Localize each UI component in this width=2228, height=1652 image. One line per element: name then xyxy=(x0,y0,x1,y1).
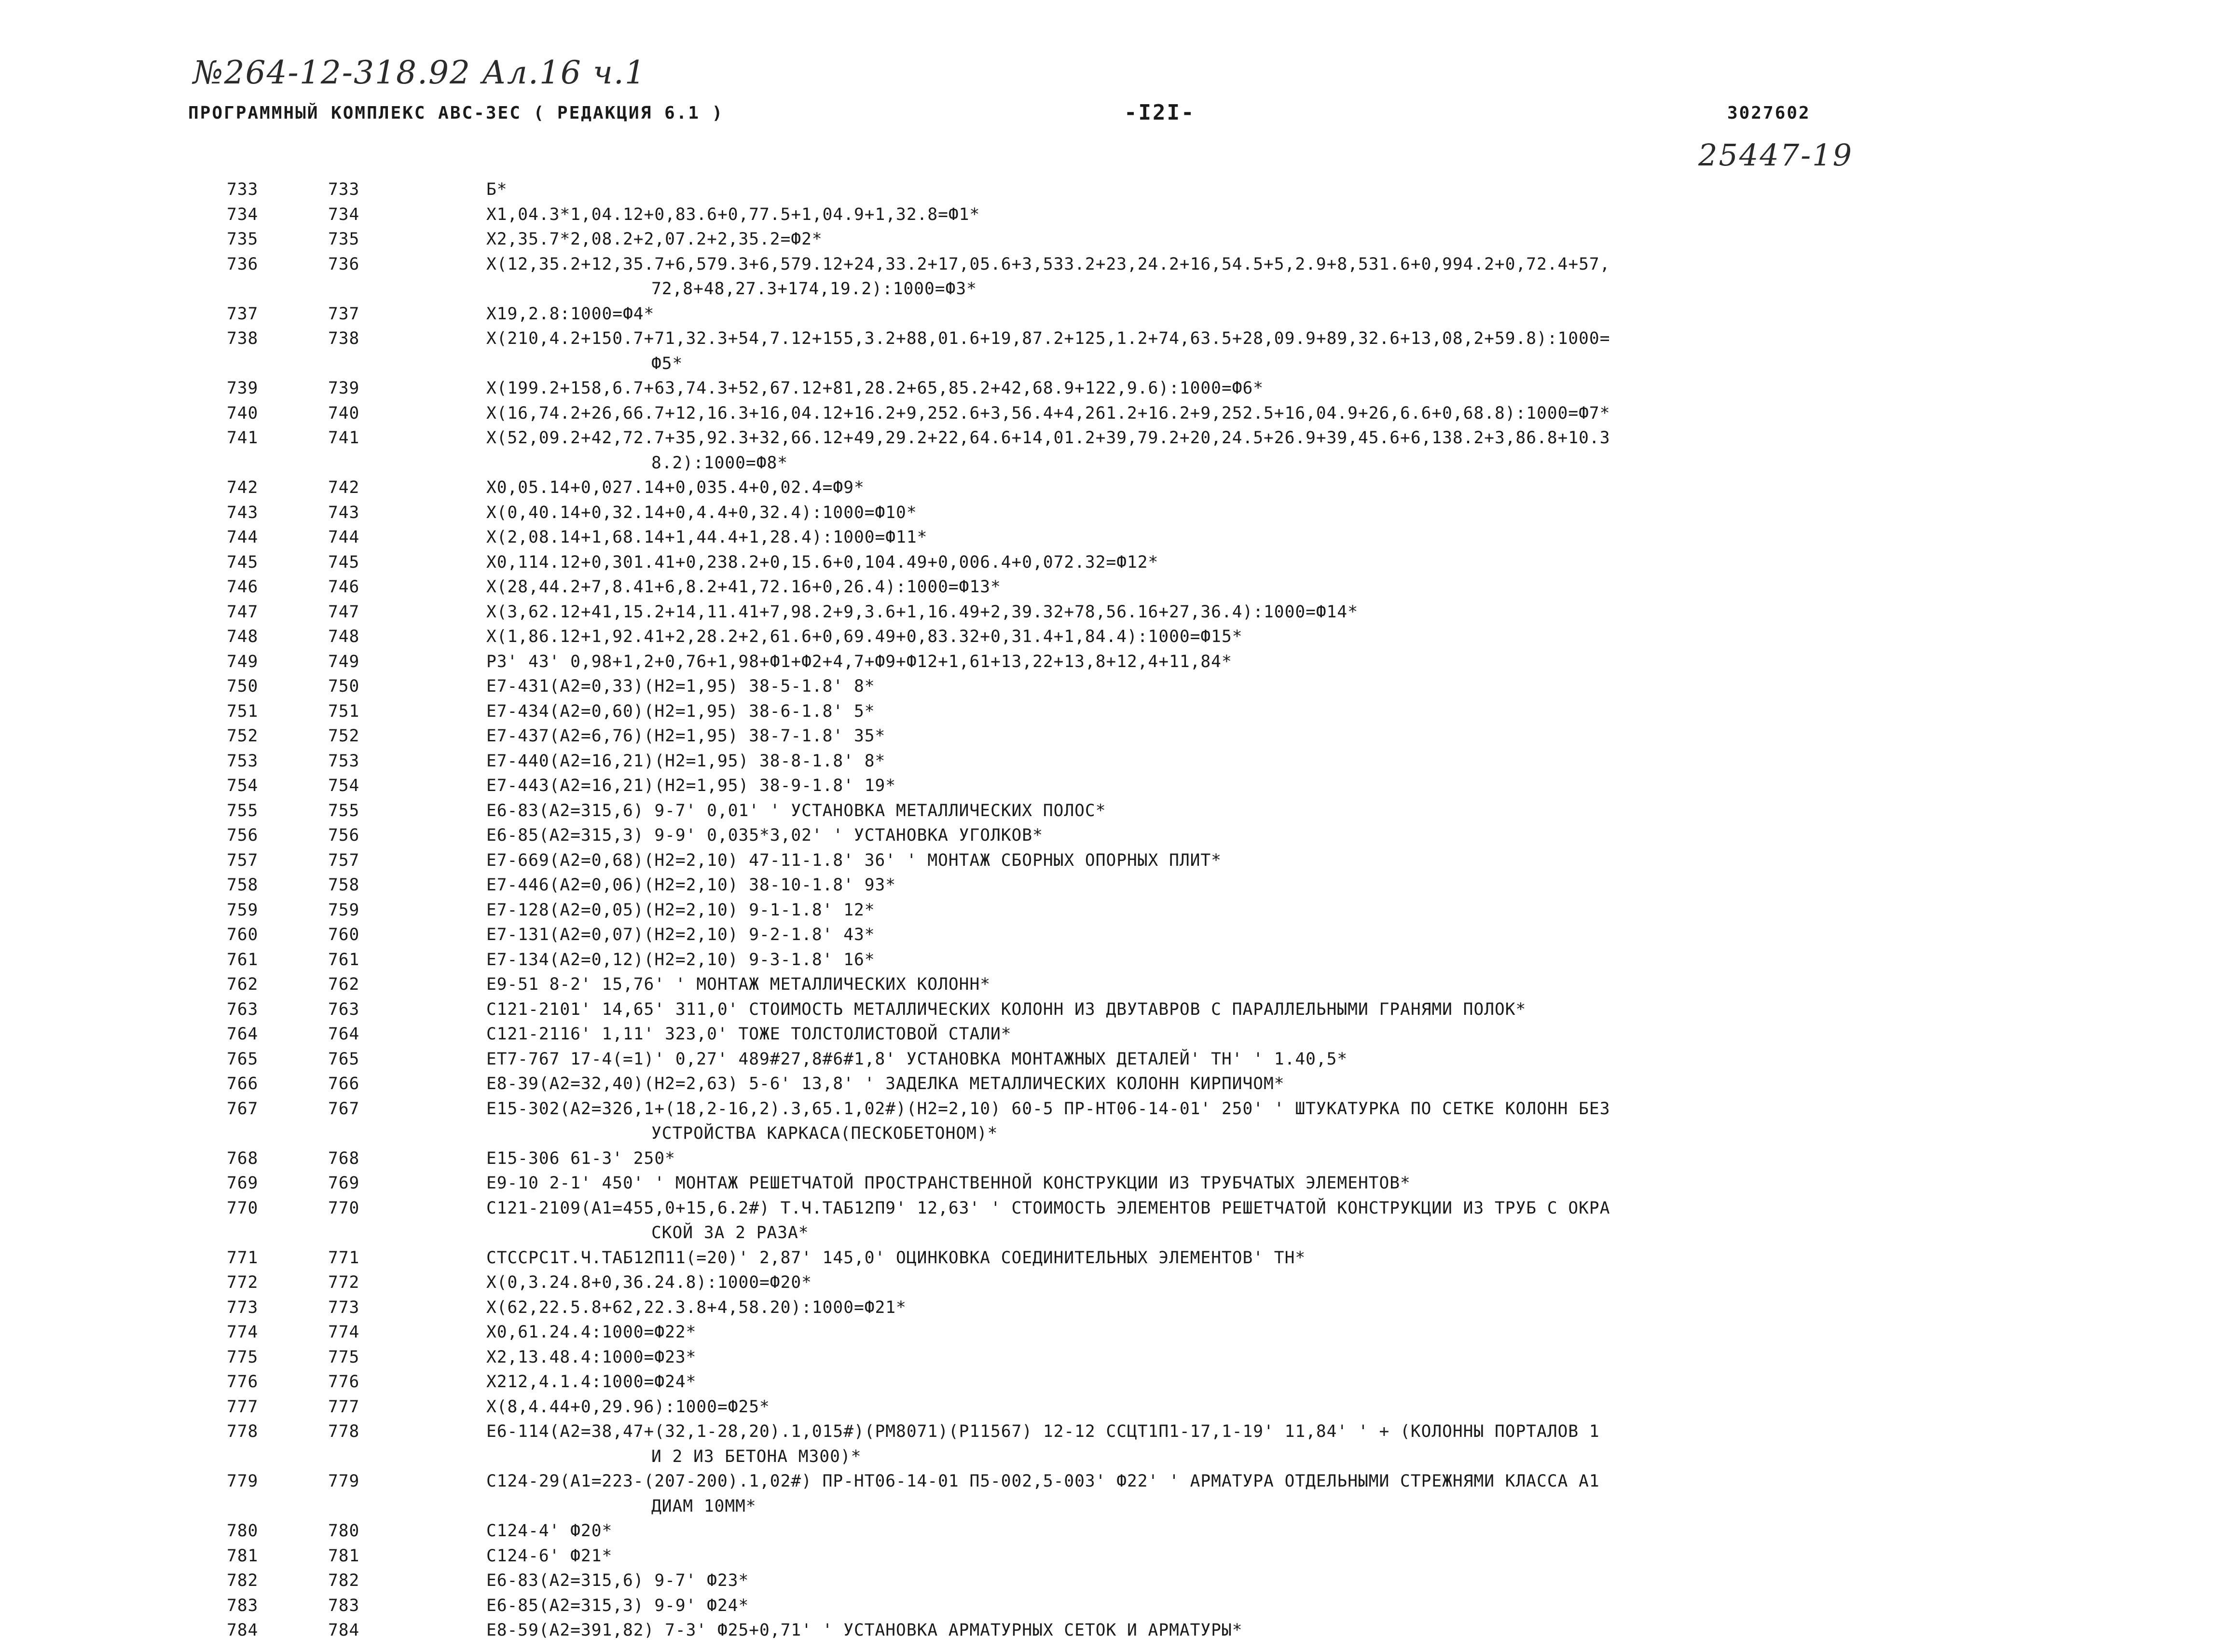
record-number: 783 xyxy=(328,1596,360,1615)
listing-row xyxy=(227,898,2147,923)
line-text: Х(8,4.44+0,29.96):1000=Ф25* xyxy=(486,1397,770,1417)
line-text: С124-4' Ф20* xyxy=(486,1521,613,1541)
listing-row xyxy=(227,948,2147,973)
listing-row xyxy=(227,1047,2147,1072)
line-text: Х(0,40.14+0,32.14+0,4.4+0,32.4):1000=Ф10* xyxy=(486,503,917,522)
line-number: 763 xyxy=(227,999,259,1019)
listing-row xyxy=(227,674,2147,699)
line-number: 773 xyxy=(227,1297,259,1317)
record-number: 769 xyxy=(328,1174,360,1193)
page-number: -I2I- xyxy=(1124,100,1196,125)
line-number: 750 xyxy=(227,677,259,696)
line-text: Е7-134(А2=0,12)(Н2=2,10) 9-3-1.8' 16* xyxy=(486,950,875,969)
listing-row xyxy=(227,1097,2147,1147)
listing-row xyxy=(227,823,2147,848)
listing-row xyxy=(227,1420,2147,1469)
listing-row xyxy=(227,1296,2147,1321)
line-text: ЕТ7-767 17-4(=1)' 0,27' 489#27,8#6#1,8' УСТАНОВКА МОНТАЖНЫХ ДЕТАЛЕЙ' ТН' ' 1.40,5* xyxy=(486,1049,1348,1069)
listing-row xyxy=(227,848,2147,874)
listing-row xyxy=(227,401,2147,426)
page-header xyxy=(188,100,2070,132)
line-continuation: Ф5* xyxy=(651,354,683,373)
line-number: 734 xyxy=(227,205,259,224)
line-number: 781 xyxy=(227,1546,259,1566)
listing-row xyxy=(227,923,2147,948)
record-number: 738 xyxy=(328,329,360,348)
line-text: Е7-131(А2=0,07)(Н2=2,10) 9-2-1.8' 43* xyxy=(486,925,875,944)
line-number: 777 xyxy=(227,1397,259,1417)
handwritten-note-right: 25447-19 xyxy=(1698,137,1854,173)
record-number: 780 xyxy=(328,1521,360,1541)
record-number: 768 xyxy=(328,1148,360,1168)
listing-row xyxy=(227,699,2147,724)
record-number: 779 xyxy=(328,1472,360,1491)
record-number: 756 xyxy=(328,826,360,845)
record-number: 758 xyxy=(328,875,360,895)
listing-row xyxy=(227,550,2147,575)
record-number: 772 xyxy=(328,1273,360,1292)
line-text: Х0,61.24.4:1000=Ф22* xyxy=(486,1323,697,1342)
listing-row xyxy=(227,327,2147,376)
record-number: 736 xyxy=(328,254,360,274)
record-number: 748 xyxy=(328,627,360,646)
line-text: Е8-59(А2=391,82) 7-3' Ф25+0,71' ' УСТАНОВКА АРМАТУРНЫХ СЕТОК И АРМАТУРЫ* xyxy=(486,1621,1243,1640)
listing-row xyxy=(227,476,2147,501)
line-number: 748 xyxy=(227,627,259,646)
line-text: Е7-431(А2=0,33)(Н2=1,95) 38-5-1.8' 8* xyxy=(486,677,875,696)
record-number: 760 xyxy=(328,925,360,944)
line-text: Е7-434(А2=0,60)(Н2=1,95) 38-6-1.8' 5* xyxy=(486,701,875,721)
listing-row xyxy=(227,724,2147,749)
line-number: 739 xyxy=(227,379,259,398)
listing-row xyxy=(227,302,2147,327)
record-number: 763 xyxy=(328,999,360,1019)
record-number: 762 xyxy=(328,975,360,994)
listing-row xyxy=(227,252,2147,302)
line-text: СТССРС1Т.Ч.ТАБ12П11(=20)' 2,87' 145,0' ОЦИНКОВКА СОЕДИНИТЕЛЬНЫХ ЭЛЕМЕНТОВ' ТН* xyxy=(486,1248,1306,1268)
line-number: 752 xyxy=(227,726,259,746)
record-number: 741 xyxy=(328,428,360,448)
record-number: 784 xyxy=(328,1621,360,1640)
line-text: Х(52,09.2+42,72.7+35,92.3+32,66.12+49,29.2+22,64.6+14,01.2+39,79.2+20,24.5+26.9+39,45.6+6,138.2+3,86.8+10.3 xyxy=(486,428,1610,448)
listing-row xyxy=(227,1469,2147,1519)
listing-row xyxy=(227,873,2147,898)
line-continuation: СКОЙ ЗА 2 РАЗА* xyxy=(651,1223,809,1242)
line-number: 742 xyxy=(227,478,259,497)
record-number: 761 xyxy=(328,950,360,969)
record-number: 735 xyxy=(328,230,360,249)
line-text: Х19,2.8:1000=Ф4* xyxy=(486,304,655,324)
line-number: 769 xyxy=(227,1174,259,1193)
line-number: 759 xyxy=(227,900,259,920)
line-text: Е7-443(А2=16,21)(Н2=1,95) 38-9-1.8' 19* xyxy=(486,776,896,795)
listing-row xyxy=(227,1246,2147,1271)
record-number: 755 xyxy=(328,801,360,820)
listing-row xyxy=(227,501,2147,526)
line-text: Е6-83(А2=315,6) 9-7' Ф23* xyxy=(486,1571,749,1590)
record-number: 742 xyxy=(328,478,360,497)
line-number: 760 xyxy=(227,925,259,944)
record-number: 770 xyxy=(328,1198,360,1218)
record-number: 752 xyxy=(328,726,360,746)
line-text: Е6-85(А2=315,3) 9-9' Ф24* xyxy=(486,1596,749,1615)
record-number: 745 xyxy=(328,552,360,572)
record-number: 747 xyxy=(328,602,360,622)
record-number: 744 xyxy=(328,528,360,547)
line-text: Е6-85(А2=315,3) 9-9' 0,035*3,02' ' УСТАНОВКА УГОЛКОВ* xyxy=(486,826,1043,845)
line-continuation: 8.2):1000=Ф8* xyxy=(651,453,788,473)
line-continuation: 72,8+48,27.3+174,19.2):1000=Ф3* xyxy=(651,279,977,299)
line-text: Х(62,22.5.8+62,22.3.8+4,58.20):1000=Ф21* xyxy=(486,1297,907,1317)
line-number: 762 xyxy=(227,975,259,994)
line-number: 776 xyxy=(227,1372,259,1392)
listing-row xyxy=(227,1171,2147,1196)
line-text: Х0,05.14+0,027.14+0,035.4+0,02.4=Ф9* xyxy=(486,478,865,497)
line-number: 735 xyxy=(227,230,259,249)
listing-row xyxy=(227,376,2147,401)
listing-row xyxy=(227,203,2147,228)
line-number: 770 xyxy=(227,1198,259,1218)
handwritten-note-top: №264-12-318.92 Ал.16 ч.1 xyxy=(193,54,646,91)
line-number: 766 xyxy=(227,1074,259,1093)
listing-row xyxy=(227,426,2147,476)
record-number: 782 xyxy=(328,1571,360,1590)
record-number: 771 xyxy=(328,1248,360,1268)
listing-row xyxy=(227,1618,2147,1643)
line-text: Х2,35.7*2,08.2+2,07.2+2,35.2=Ф2* xyxy=(486,230,823,249)
line-number: 783 xyxy=(227,1596,259,1615)
line-number: 740 xyxy=(227,403,259,423)
line-number: 733 xyxy=(227,180,259,199)
line-number: 779 xyxy=(227,1472,259,1491)
line-text: Х(1,86.12+1,92.41+2,28.2+2,61.6+0,69.49+0,83.32+0,31.4+1,84.4):1000=Ф15* xyxy=(486,627,1243,646)
listing-row xyxy=(227,1270,2147,1296)
record-number: 733 xyxy=(328,180,360,199)
record-number: 767 xyxy=(328,1099,360,1119)
line-text: Х(210,4.2+150.7+71,32.3+54,7.12+155,3.2+88,01.6+19,87.2+125,1.2+74,63.5+28,09.9+89,32.6+13,08,2+59.8):1000= xyxy=(486,329,1610,348)
record-number: 740 xyxy=(328,403,360,423)
line-text: Е7-669(А2=0,68)(Н2=2,10) 47-11-1.8' 36' ' МОНТАЖ СБОРНЫХ ОПОРНЫХ ПЛИТ* xyxy=(486,850,1222,870)
line-continuation: ДИАМ 10ММ* xyxy=(651,1496,756,1516)
record-number: 746 xyxy=(328,577,360,597)
line-number: 745 xyxy=(227,552,259,572)
line-number: 749 xyxy=(227,652,259,671)
line-number: 741 xyxy=(227,428,259,448)
listing-row xyxy=(227,1370,2147,1395)
listing-row xyxy=(227,227,2147,252)
listing-row xyxy=(227,1022,2147,1047)
line-text: Е9-10 2-1' 450' ' МОНТАЖ РЕШЕТЧАТОЙ ПРОСТРАНСТВЕННОЙ КОНСТРУКЦИИ ИЗ ТРУБЧАТЫХ ЭЛЕМЕНТОВ* xyxy=(486,1174,1411,1193)
line-text: Б* xyxy=(486,180,508,199)
record-number: 774 xyxy=(328,1323,360,1342)
listing-row xyxy=(227,774,2147,799)
listing-row xyxy=(227,1320,2147,1345)
listing-row xyxy=(227,1072,2147,1097)
line-text: Е15-306 61-3' 250* xyxy=(486,1148,675,1168)
line-text: Х0,114.12+0,301.41+0,238.2+0,15.6+0,104.49+0,006.4+0,072.32=Ф12* xyxy=(486,552,1159,572)
listing-row xyxy=(227,1519,2147,1544)
line-number: 765 xyxy=(227,1049,259,1069)
line-number: 755 xyxy=(227,801,259,820)
line-number: 758 xyxy=(227,875,259,895)
line-number: 784 xyxy=(227,1621,259,1640)
line-number: 761 xyxy=(227,950,259,969)
line-text: Х1,04.3*1,04.12+0,83.6+0,77.5+1,04.9+1,32.8=Ф1* xyxy=(486,205,980,224)
line-text: Е7-446(А2=0,06)(Н2=2,10) 38-10-1.8' 93* xyxy=(486,875,896,895)
listing-row xyxy=(227,1569,2147,1594)
listing-row xyxy=(227,1147,2147,1172)
line-text: С121-2101' 14,65' 311,0' СТОИМОСТЬ МЕТАЛЛИЧЕСКИХ КОЛОНН ИЗ ДВУТАВРОВ С ПАРАЛЛЕЛЬНЫМИ ГРАНЯМИ ПОЛОК* xyxy=(486,999,1527,1019)
record-number: 743 xyxy=(328,503,360,522)
line-number: 754 xyxy=(227,776,259,795)
line-number: 767 xyxy=(227,1099,259,1119)
listing-row xyxy=(227,799,2147,824)
record-number: 737 xyxy=(328,304,360,324)
program-listing xyxy=(227,177,2147,1643)
line-text: Х212,4.1.4:1000=Ф24* xyxy=(486,1372,697,1392)
record-number: 777 xyxy=(328,1397,360,1417)
record-number: 778 xyxy=(328,1422,360,1441)
record-number: 775 xyxy=(328,1347,360,1367)
line-number: 778 xyxy=(227,1422,259,1441)
line-number: 744 xyxy=(227,528,259,547)
record-number: 773 xyxy=(328,1297,360,1317)
document-code: 3027602 xyxy=(1727,103,1811,123)
listing-row xyxy=(227,525,2147,550)
record-number: 751 xyxy=(328,701,360,721)
record-number: 739 xyxy=(328,379,360,398)
listing-row xyxy=(227,1594,2147,1619)
line-number: 756 xyxy=(227,826,259,845)
listing-row xyxy=(227,575,2147,600)
listing-row xyxy=(227,1395,2147,1420)
line-continuation: И 2 ИЗ БЕТОНА М300)* xyxy=(651,1447,862,1466)
line-number: 775 xyxy=(227,1347,259,1367)
listing-row xyxy=(227,650,2147,675)
line-text: Х(2,08.14+1,68.14+1,44.4+1,28.4):1000=Ф11* xyxy=(486,528,928,547)
line-text: С124-6' Ф21* xyxy=(486,1546,613,1566)
listing-row xyxy=(227,1345,2147,1370)
record-number: 754 xyxy=(328,776,360,795)
line-number: 780 xyxy=(227,1521,259,1541)
line-number: 753 xyxy=(227,751,259,771)
line-text: Е9-51 8-2' 15,76' ' МОНТАЖ МЕТАЛЛИЧЕСКИХ КОЛОНН* xyxy=(486,975,990,994)
record-number: 749 xyxy=(328,652,360,671)
line-text: С124-29(А1=223-(207-200).1,02#) ПР-НТ06-14-01 П5-002,5-003' Ф22' ' АРМАТУРА ОТДЕЛЬНЫМИ СТРЕЖНЯМИ КЛАССА А1 xyxy=(486,1472,1600,1491)
listing-row xyxy=(227,625,2147,650)
line-number: 772 xyxy=(227,1273,259,1292)
record-number: 734 xyxy=(328,205,360,224)
program-title: ПРОГРАММНЫЙ КОМПЛЕКС АВС-ЗЕС ( РЕДАКЦИЯ 6.1 ) xyxy=(188,103,724,123)
line-number: 774 xyxy=(227,1323,259,1342)
record-number: 750 xyxy=(328,677,360,696)
line-text: Х(3,62.12+41,15.2+14,11.41+7,98.2+9,3.6+1,16.49+2,39.32+78,56.16+27,36.4):1000=Ф14* xyxy=(486,602,1358,622)
line-text: Е15-302(А2=326,1+(18,2-16,2).3,65.1,02#)(Н2=2,10) 60-5 ПР-НТ06-14-01' 250' ' ШТУКАТУРКА ПО СЕТКЕ КОЛОНН БЕЗ xyxy=(486,1099,1610,1119)
line-number: 757 xyxy=(227,850,259,870)
listing-row xyxy=(227,997,2147,1023)
record-number: 757 xyxy=(328,850,360,870)
line-number: 771 xyxy=(227,1248,259,1268)
line-number: 738 xyxy=(227,329,259,348)
line-text: Е6-114(А2=38,47+(32,1-28,20).1,015#)(РМ8071)(Р11567) 12-12 ССЦТ1П1-17,1-19' 11,84' ' + (КОЛОННЫ ПОРТАЛОВ 1 xyxy=(486,1422,1600,1441)
line-number: 782 xyxy=(227,1571,259,1590)
line-text: С121-2109(А1=455,0+15,6.2#) Т.Ч.ТАБ12П9' 12,63' ' СТОИМОСТЬ ЭЛЕМЕНТОВ РЕШЕТЧАТОЙ КОНСТРУКЦИИ ИЗ ТРУБ С ОКРА xyxy=(486,1198,1610,1218)
listing-row xyxy=(227,749,2147,774)
line-number: 751 xyxy=(227,701,259,721)
record-number: 753 xyxy=(328,751,360,771)
line-number: 768 xyxy=(227,1148,259,1168)
line-number: 747 xyxy=(227,602,259,622)
line-text: Х(0,3.24.8+0,36.24.8):1000=Ф20* xyxy=(486,1273,812,1292)
line-text: Х(12,35.2+12,35.7+6,579.3+6,579.12+24,33.2+17,05.6+3,533.2+23,24.2+16,54.5+5,2.9+8,531.6+0,994.2+0,72.4+57, xyxy=(486,254,1610,274)
line-number: 764 xyxy=(227,1024,259,1044)
line-text: Х(16,74.2+26,66.7+12,16.3+16,04.12+16.2+9,252.6+3,56.4+4,261.2+16.2+9,252.5+16,04.9+26,6.6+0,68.8):1000=Ф7* xyxy=(486,403,1610,423)
line-text: Х(199.2+158,6.7+63,74.3+52,67.12+81,28.2+65,85.2+42,68.9+122,9.6):1000=Ф6* xyxy=(486,379,1264,398)
listing-row xyxy=(227,1544,2147,1569)
listing-row xyxy=(227,600,2147,625)
listing-row xyxy=(227,1196,2147,1246)
line-text: Е8-39(А2=32,40)(Н2=2,63) 5-6' 13,8' ' ЗАДЕЛКА МЕТАЛЛИЧЕСКИХ КОЛОНН КИРПИЧОМ* xyxy=(486,1074,1285,1093)
record-number: 765 xyxy=(328,1049,360,1069)
line-text: Х(28,44.2+7,8.41+6,8.2+41,72.16+0,26.4):1000=Ф13* xyxy=(486,577,1001,597)
record-number: 764 xyxy=(328,1024,360,1044)
line-number: 743 xyxy=(227,503,259,522)
listing-row xyxy=(227,177,2147,203)
line-text: Х2,13.48.4:1000=Ф23* xyxy=(486,1347,697,1367)
line-text: С121-2116' 1,11' 323,0' ТОЖЕ ТОЛСТОЛИСТОВОЙ СТАЛИ* xyxy=(486,1024,1012,1044)
line-continuation: УСТРОЙСТВА КАРКАСА(ПЕСКОБЕТОНОМ)* xyxy=(651,1124,998,1143)
listing-row xyxy=(227,972,2147,997)
line-number: 746 xyxy=(227,577,259,597)
line-text: РЗ' 43' 0,98+1,2+0,76+1,98+Ф1+Ф2+4,7+Ф9+Ф12+1,61+13,22+13,8+12,4+11,84* xyxy=(486,652,1232,671)
line-text: Е6-83(А2=315,6) 9-7' 0,01' ' УСТАНОВКА МЕТАЛЛИЧЕСКИХ ПОЛОС* xyxy=(486,801,1106,820)
line-text: Е7-437(А2=6,76)(Н2=1,95) 38-7-1.8' 35* xyxy=(486,726,886,746)
record-number: 781 xyxy=(328,1546,360,1566)
line-text: Е7-440(А2=16,21)(Н2=1,95) 38-8-1.8' 8* xyxy=(486,751,886,771)
line-number: 737 xyxy=(227,304,259,324)
line-text: Е7-128(А2=0,05)(Н2=2,10) 9-1-1.8' 12* xyxy=(486,900,875,920)
record-number: 759 xyxy=(328,900,360,920)
record-number: 766 xyxy=(328,1074,360,1093)
line-number: 736 xyxy=(227,254,259,274)
record-number: 776 xyxy=(328,1372,360,1392)
